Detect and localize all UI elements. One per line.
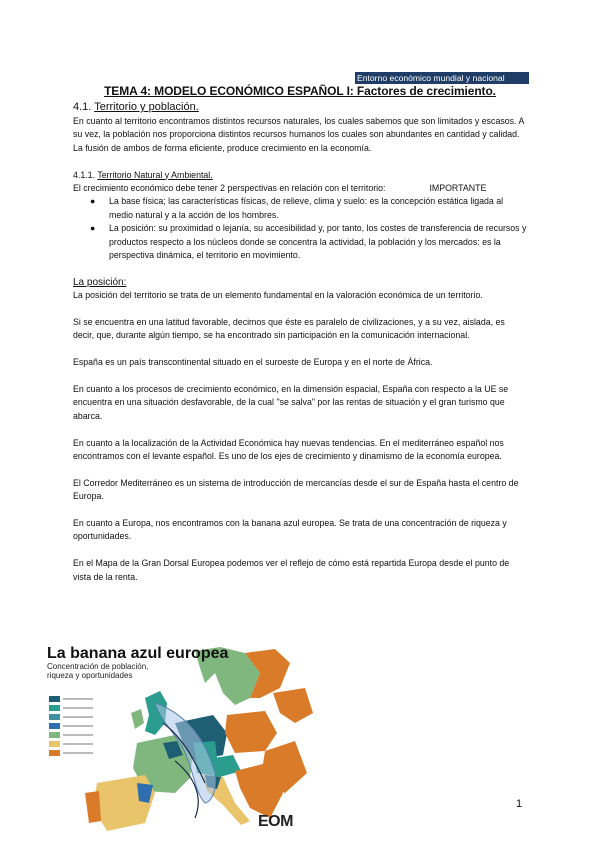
important-note: IMPORTANTE [429, 183, 487, 194]
paragraph: En el Mapa de la Gran Dorsal Europea podemos ver el reflejo de cómo está repartida Europa desde el punto de vista de la renta. [73, 558, 510, 582]
bullet-text: La base física; las características físicas, de relieve, clima y suelo: es la concepción estática ligada al medio natural y a la acción de los hombres. [109, 196, 504, 220]
map-legend [49, 695, 101, 758]
section-label: Territorio y población. [94, 101, 199, 113]
paragraph: España es un país transcontinental situado en el suroeste de Europa y en el norte de África. [73, 357, 433, 368]
course-header-tag: Entorno económico mundial y nacional [355, 72, 529, 84]
paragraph: La posición del territorio se trata de un elemento fundamental en la valoración económica de un territorio. [73, 290, 483, 301]
bullet-text: La posición: su proximidad o lejanía, su accesibilidad y, por tanto, los costes de transferencia de recursos y productos respecto a los núcleos donde se concentra la actividad, la población y los mercados: es la perspectiva dinámica, el territorio en movimiento. [109, 223, 527, 261]
intro-paragraph: En cuanto al territorio encontramos distintos recursos naturales, los cuales sabemos que son limitados y escasos. A su vez, la población nos proporciona distintos recursos humanos los cuales son abundantes en cantidad y calidad. La fusión de ambos de forma eficiente, produce crecimiento en la economía. [73, 116, 524, 153]
perspectives-text: El crecimiento económico debe tener 2 perspectivas en relación con el territorio: [73, 183, 386, 194]
document-body [73, 100, 528, 584]
perspectives-intro [73, 182, 528, 195]
map-subtitle: Concentración de población, riqueza y oportunidades [47, 662, 149, 680]
map-title: La banana azul europea [47, 645, 229, 662]
paragraph: Si se encuentra en una latitud favorable, decimos que éste es paralelo de civilizaciones, y a su vez, aislada, es decir, que, durante algún tiempo, se ha encontrado sin participación en la comunicación internacional. [73, 317, 505, 341]
perspectives-list [73, 195, 528, 262]
position-heading: La posición: [73, 276, 127, 288]
paragraph: En cuanto a la localización de la Actividad Económica hay nuevas tendencias. En el mediterráneo español nos encontramos con el levante español. Es uno de los ejes de crecimiento y dinamismo de la economía europea. [73, 437, 504, 462]
blue-banana-map [45, 643, 315, 833]
page-number: 1 [516, 798, 523, 810]
subsection-label: Territorio Natural y Ambiental. [97, 169, 213, 180]
bullet-icon: ● [90, 196, 96, 207]
paragraph: En cuanto a Europa, nos encontramos con la banana azul europea. Se trata de una concentración de riqueza y oportunidades. [73, 518, 507, 542]
list-item [73, 222, 528, 262]
paragraph: El Corredor Mediterráneo es un sistema de introducción de mercancías desde el sur de España hasta el centro de Europa. [73, 477, 519, 502]
section-heading-4-1 [73, 100, 528, 115]
bullet-icon: ● [90, 223, 96, 234]
subsection-number: 4.1.1. [73, 169, 96, 180]
eom-logo: EOM [258, 813, 293, 830]
list-item [73, 195, 528, 222]
page-title: TEMA 4: MODELO ECONÓMICO ESPAÑOL I: Factores de crecimiento. [104, 84, 496, 98]
section-heading-4-1-1 [73, 169, 528, 182]
paragraph: En cuanto a los procesos de crecimiento económico, en la dimensión espacial, España con respecto a la UE se encuentra en una situación desfavorable, de la cual "se salva" por las rentas de situación y el gran turismo que abarca. [73, 384, 509, 421]
section-number: 4.1. [73, 101, 92, 113]
